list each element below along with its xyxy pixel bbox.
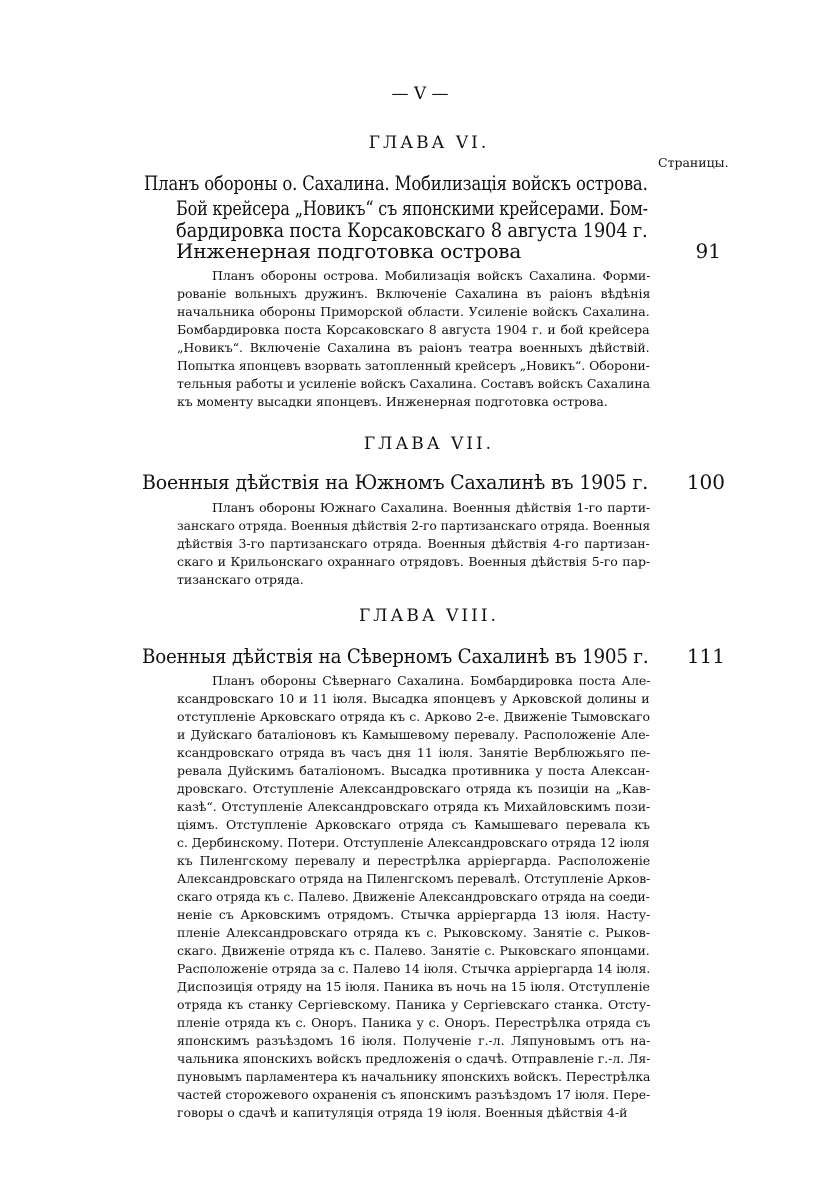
chapter-page-number: 100 — [686, 470, 725, 494]
summary-line: ціямъ. Отступленіе Арковскаго отряда съ Камышеваго перевала къ — [177, 817, 650, 832]
summary-line: дровскаго. Отступленіе Александровскаго отряда къ позиціи на „Кав- — [177, 781, 651, 796]
summary-line: отступленіе Арковскаго отряда къ с. Арково 2-е. Движеніе Тымовскаго — [177, 709, 650, 724]
chapter-title-line: Планъ обороны о. Сахалина. Мобилизація войскъ острова. — [144, 171, 648, 195]
summary-line: скаго отряда къ с. Палево. Движеніе Александровскаго отряда на соеди- — [177, 889, 650, 904]
summary-line: Бомбардировка поста Корсаковскаго 8 августа 1904 г. и бой крейсера — [177, 322, 650, 337]
chapter-page-number: 91 — [695, 239, 721, 263]
summary-line: тельныя работы и усиленіе войскъ Сахалина. Составъ войскъ Сахалина — [177, 376, 651, 391]
summary-line: Попытка японцевъ взорвать затопленный крейсеръ „Новикъ“. Оборони- — [177, 358, 650, 373]
summary-line: Расположеніе отряда за с. Палево 14 іюля. Стычка арріергарда 14 іюля. — [177, 961, 651, 976]
chapter-title-line: Бой крейсера „Новикъ“ съ японскими крейсерами. Бом- — [176, 196, 648, 220]
summary-line: къ Пиленгскому перевалу и перестрѣлка арріергарда. Расположеніе — [177, 853, 651, 868]
chapter-title-line: Инженерная подготовка острова — [176, 239, 522, 263]
summary-line: ревала Дуйскимъ баталіономъ. Высадка противника у поста Алексан- — [177, 763, 650, 778]
summary-line: неніе съ Арковскимъ отрядомъ. Стычка арріергарда 13 іюля. Насту- — [177, 907, 651, 922]
summary-line: Александровскаго отряда на Пиленгскомъ перевалѣ. Отступленіе Арков- — [177, 871, 651, 886]
summary-line: чальника японскихъ войскъ предложенія о сдачѣ. Отправленіе г.-л. Ля- — [177, 1051, 651, 1066]
summary-line: говоры о сдачѣ и капитуляція отряда 19 іюля. Военныя дѣйствія 4-й — [177, 1105, 628, 1120]
chapter-heading: ГЛАВА VII. — [363, 434, 495, 454]
chapter-heading: ГЛАВА VI. — [368, 133, 490, 153]
summary-line: занскаго отряда. Военныя дѣйствія 2-го партизанскаго отряда. Военныя — [177, 518, 651, 533]
chapter-title-line: Военныя дѣйствія на Сѣверномъ Сахалинѣ въ 1905 г. — [142, 644, 649, 668]
summary-line: Планъ обороны острова. Мобилизація войскъ Сахалина. Форми- — [212, 268, 651, 283]
summary-line: с. Дербинскому. Потери. Отступленіе Александровскаго отряда 12 іюля — [177, 835, 650, 850]
summary-line: пленіе отряда къ с. Оноръ. Паника у с. Оноръ. Перестрѣлка отряда съ — [177, 1015, 651, 1030]
chapter-page-number: 111 — [686, 644, 725, 668]
summary-line: частей сторожевого охраненія съ японскимъ разъѣздомъ 17 іюля. Пере- — [177, 1087, 651, 1102]
pages-column-label: Страницы. — [658, 155, 729, 170]
summary-line: пуновымъ парламентера къ начальнику японскихъ войскъ. Перестрѣлка — [177, 1069, 651, 1084]
summary-line: скаго и Крильонскаго охраннаго отрядовъ. Военныя дѣйствія 5-го пар- — [177, 554, 651, 569]
summary-line: скаго. Движеніе отряда къ с. Палево. Занятіе с. Рыковскаго японцами. — [177, 943, 650, 958]
chapter-heading: ГЛАВА VIII. — [359, 606, 499, 626]
chapter-title-line: Военныя дѣйствія на Южномъ Сахалинѣ въ 1905 г. — [142, 470, 649, 494]
summary-line: казѣ“. Отступленіе Александровскаго отряда къ Михайловскимъ пози- — [177, 799, 651, 814]
summary-line: Диспозиція отряду на 15 іюля. Паника въ ночь на 15 іюля. Отступленіе — [177, 979, 650, 994]
summary-line: ксандровскаго отряда въ часъ дня 11 іюля. Занятіе Верблюжьяго пе- — [177, 745, 651, 760]
summary-line: „Новикъ“. Включеніе Сахалина въ раіонъ театра военныхъ дѣйствій. — [177, 340, 650, 355]
summary-line: пленіе Александровскаго отряда къ с. Рыковскому. Занятіе с. Рыков- — [177, 925, 650, 940]
summary-line: Планъ обороны Южнаго Сахалина. Военныя дѣйствія 1-го парти- — [212, 500, 651, 515]
summary-line: японскимъ разъѣздомъ 16 іюля. Полученіе г.-л. Ляпуновымъ отъ на- — [177, 1033, 651, 1048]
summary-line: рованіе вольныхъ дружинъ. Включеніе Сахалина въ раіонъ вѣдѣнія — [177, 286, 651, 301]
summary-line: ксандровскаго 10 и 11 іюля. Высадка японцевъ у Арковской долины и — [177, 691, 650, 706]
summary-line: и Дуйскаго баталіоновъ къ Камышевому перевалу. Расположеніе Але- — [177, 727, 650, 742]
page-number: — V — — [391, 84, 449, 104]
summary-line: отряда къ станку Сергіевскому. Паника у Сергіевскаго станка. Отсту- — [177, 997, 651, 1012]
summary-line: Планъ обороны Сѣвернаго Сахалина. Бомбардировка поста Але- — [212, 673, 651, 688]
summary-line: къ моменту высадки японцевъ. Инженерная подготовка острова. — [177, 394, 608, 409]
summary-line: начальника обороны Приморской области. Усиленіе войскъ Сахалина. — [177, 304, 650, 319]
chapter-title-line: бардировка поста Корсаковскаго 8 августа 1904 г. — [176, 218, 648, 242]
summary-line: дѣйствія 3-го партизанскаго отряда. Военныя дѣйствія 4-го партизан- — [177, 536, 650, 551]
summary-line: тизанскаго отряда. — [177, 572, 304, 587]
